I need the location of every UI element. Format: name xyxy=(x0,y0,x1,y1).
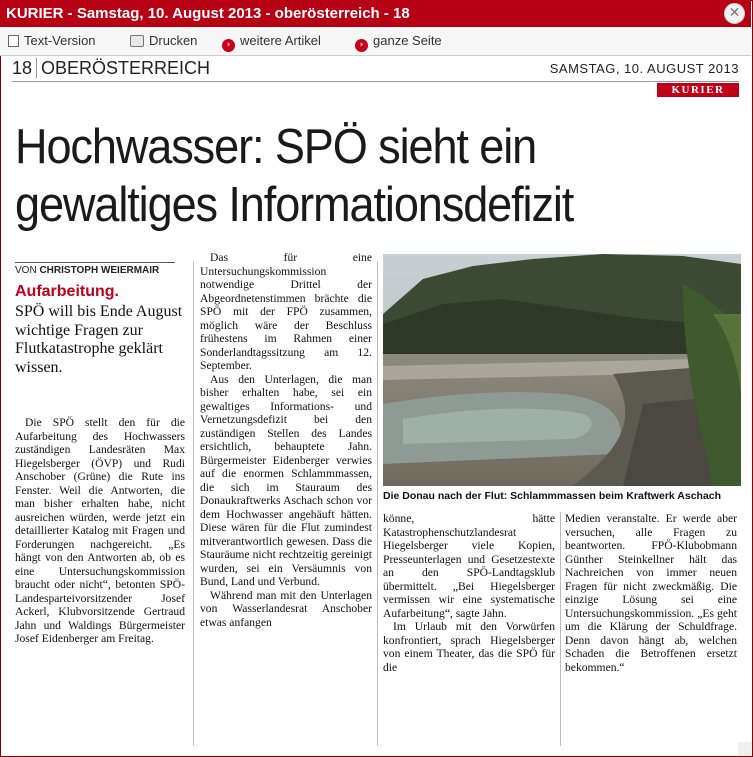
arrow-right-icon: › xyxy=(355,39,368,52)
column-1 xyxy=(15,416,185,646)
headline-line-2: gewaltiges Informationsdefizit xyxy=(15,178,574,232)
full-page-button[interactable] xyxy=(355,33,442,49)
header-rule xyxy=(12,81,739,82)
byline xyxy=(15,262,175,276)
full-page-label: ganze Seite xyxy=(373,33,442,48)
column-divider xyxy=(193,261,194,746)
page-date: SAMSTAG, 10. AUGUST 2013 xyxy=(549,61,739,76)
text-version-button[interactable] xyxy=(8,33,96,49)
column-2 xyxy=(200,251,372,629)
close-icon[interactable]: ✕ xyxy=(724,3,745,24)
column-divider xyxy=(377,261,378,746)
flood-photo xyxy=(383,254,741,486)
lead-text: SPÖ will bis Ende August wichtige Fragen zur Flutkatastrophe geklärt wissen. xyxy=(15,303,183,376)
column-3 xyxy=(383,512,555,674)
byline-author: CHRISTOPH WEIERMAIR xyxy=(39,265,160,276)
document-icon xyxy=(8,35,19,47)
page-header xyxy=(12,58,210,79)
paragraph: Aus den Unterlagen, die man bisher erhalten habe, sei ein gewaltiges Informations- und Vernetzungsdefizit bei den zuständigen Stellen des Landes ersichtlich, behauptete Jahn. Bürgermeister Eidenberger verwies auf die enormen Schlammmassen, die sich im Stauraum des Donaukraftwerks Aschach schon vor dem Hochwasser angehäuft hätten. Diese wären für die Flut zumindest mitverantwortlich gewesen. Dass die Stauräume nicht rechtzeitig gereinigt wurden, sei ein Versäumnis von Bund, Land und Verbund. xyxy=(200,372,372,588)
byline-prefix: VON xyxy=(15,265,37,276)
section-name: OBERÖSTERREICH xyxy=(41,58,211,78)
print-label: Drucken xyxy=(149,33,198,48)
more-articles-button[interactable] xyxy=(222,33,321,49)
column-divider xyxy=(560,512,561,746)
more-articles-label: weitere Artikel xyxy=(240,33,321,48)
column-4 xyxy=(565,512,737,674)
paragraph: Das für eine Untersuchungskommission notwendige Drittel der Abgeordnetenstimmen brächte die SPÖ mit der FPÖ zusammen, möglich wäre der Beschluss frühestens im Rahmen einer Sonderlandtagssitzung am 12. September. xyxy=(200,251,372,372)
newspaper-page xyxy=(5,56,747,746)
paragraph: könne, hätte Katastrophenschutzlandesrat Hiegelsberger viele Kopien, Presseunterlagen und Gesetzestexte an den SPÖ-Landtagsklub übermittelt. „Bei Hiegelsberger vermissen wir eine systematische Aufarbeitung“, sagte Jahn. xyxy=(383,512,555,620)
printer-icon xyxy=(130,35,144,47)
page-number: 18 xyxy=(12,58,37,78)
arrow-right-icon: › xyxy=(222,39,235,52)
headline-line-1: Hochwasser: SPÖ sieht ein xyxy=(15,120,537,174)
toolbar xyxy=(0,27,751,56)
paragraph: Medien veranstalte. Er werde aber versuchen, alle Fragen zu beantworten. FPÖ-Klubobmann Günther Steinkellner hält das Nachreichen von immer neuen Fragen für nicht zweckmäßig. Die einzige Lösung sei eine Untersuchungskommission. „Es geht um die Klärung der Schuldfrage. Denn davon hängt ab, welchen Schaden die Betroffenen ersetzt bekommen.“ xyxy=(565,512,737,674)
paragraph: Im Urlaub mit den Vorwürfen konfrontiert, sprach Hiegelsberger von einem Theater, das die SPÖ für die xyxy=(383,620,555,674)
kicker: Aufarbeitung. xyxy=(15,283,119,300)
photo-caption: Die Donau nach der Flut: Schlammmassen beim Kraftwerk Aschach xyxy=(383,486,741,506)
headline xyxy=(15,118,687,234)
paragraph: Die SPÖ stellt den für die Aufarbeitung des Hochwassers zuständigen Landesräten Max Hiegelsberger (ÖVP) und Rudi Anschober (Grüne) die Rute ins Fenster. Weil die Antworten, die man bisher erhalten habe, nicht ausreichen würden, werde jetzt ein detaillierter Katalog mit Fragen und Forderungen nachgereicht. „Es hängt von den Antworten ab, ob es eine Untersuchungskommission braucht oder nicht“, betonten SPÖ-Landesparteivorsitzender Josef Ackerl, Klubvorsitzende Gertraud Jahn und Waldings Bürgermeister Josef Eidenberger am Freitag. xyxy=(15,416,185,645)
text-version-label: Text-Version xyxy=(24,33,96,48)
window-title: KURIER - Samstag, 10. August 2013 - oberösterreich - 18 xyxy=(6,5,410,22)
title-bar xyxy=(0,0,751,27)
donau-mud-image xyxy=(383,254,741,486)
resize-grip[interactable] xyxy=(738,742,752,756)
paragraph: Während man mit den Unterlagen von Wasserlandesrat Anschober etwas anfangen xyxy=(200,588,372,629)
kurier-logo: KURIER xyxy=(657,83,739,97)
print-button[interactable] xyxy=(130,33,197,49)
